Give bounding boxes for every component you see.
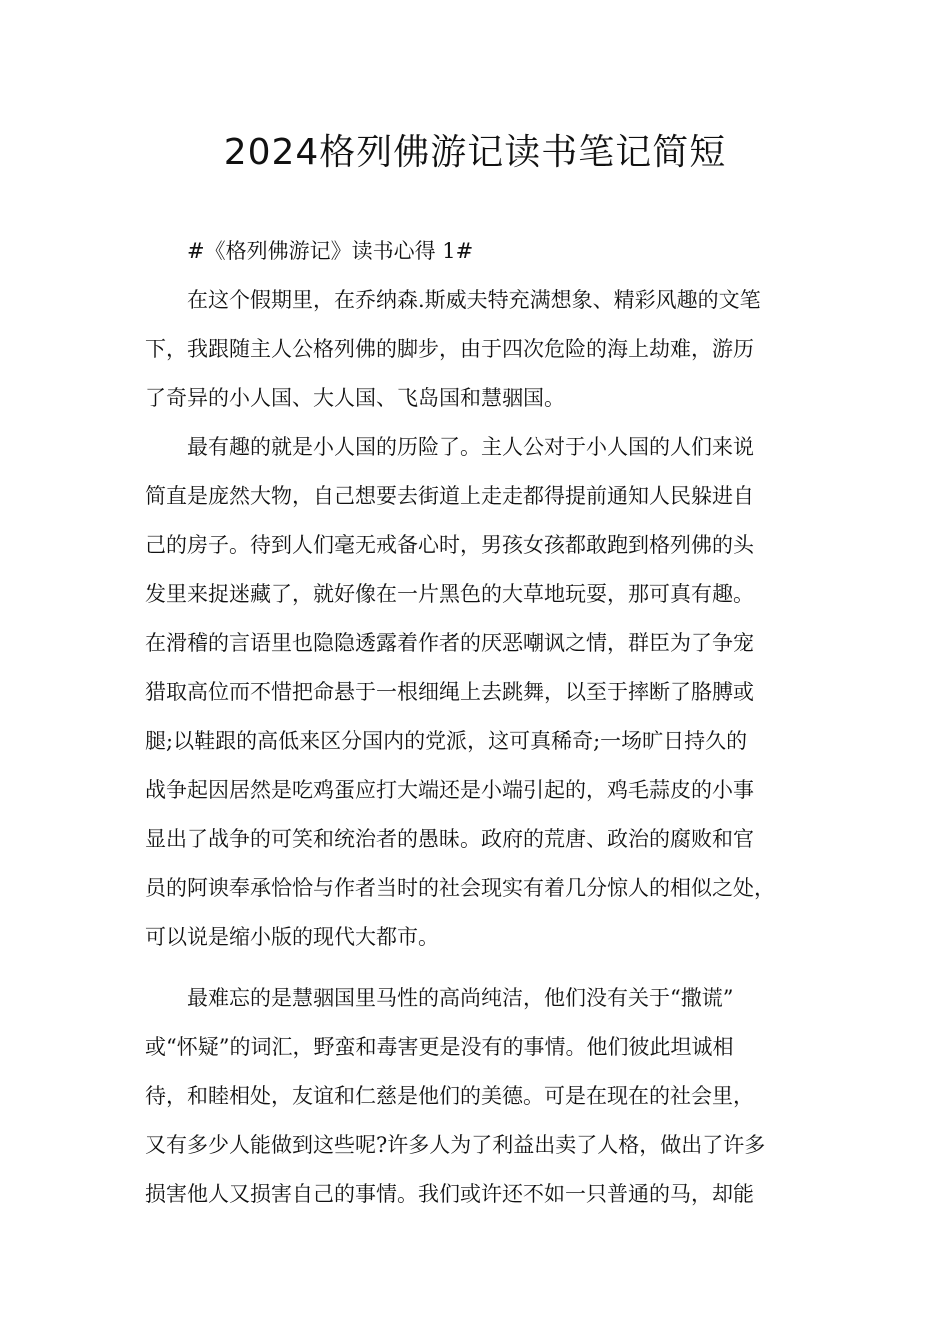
paragraph-line: 员的阿谀奉承恰恰与作者当时的社会现实有着几分惊人的相似之处，	[145, 876, 775, 900]
paragraph-line: 下，我跟随主人公格列佛的脚步，由于四次危险的海上劫难，游历	[145, 337, 754, 361]
paragraph-line: 发里来捉迷藏了，就好像在一片黑色的大草地玩耍，那可真有趣。	[145, 582, 754, 606]
paragraph-line: 腿;以鞋跟的高低来区分国内的党派，这可真稀奇;一场旷日持久的	[145, 729, 748, 753]
paragraph-line: 了奇异的小人国、大人国、飞岛国和慧骃国。	[145, 386, 565, 410]
paragraph-line: 或“怀疑”的词汇，野蛮和毒害更是没有的事情。他们彼此坦诚相	[145, 1035, 734, 1059]
paragraph-line: 猎取高位而不惜把命悬于一根细绳上去跳舞，以至于摔断了胳膊或	[145, 680, 754, 704]
paragraph-line: 在滑稽的言语里也隐隐透露着作者的厌恶嘲讽之情，群臣为了争宠	[145, 631, 754, 655]
paragraph-line: 最有趣的就是小人国的历险了。主人公对于小人国的人们来说	[187, 435, 754, 459]
paragraph-line: 战争起因居然是吃鸡蛋应打大端还是小端引起的，鸡毛蒜皮的小事	[145, 778, 754, 802]
paragraph-line: 最难忘的是慧骃国里马性的高尚纯洁，他们没有关于“撒谎”	[187, 986, 734, 1010]
document-title: 2024格列佛游记读书笔记简短	[223, 132, 727, 173]
paragraph-line: 待，和睦相处，友谊和仁慈是他们的美德。可是在现在的社会里，	[145, 1084, 754, 1108]
paragraph-line: 显出了战争的可笑和统治者的愚昧。政府的荒唐、政治的腐败和官	[145, 827, 754, 851]
paragraph-line: 损害他人又损害自己的事情。我们或许还不如一只普通的马，却能	[145, 1182, 754, 1206]
paragraph-line: 又有多少人能做到这些呢?许多人为了利益出卖了人格，做出了许多	[145, 1133, 766, 1157]
paragraph-line: 己的房子。待到人们毫无戒备心时，男孩女孩都敢跑到格列佛的头	[145, 533, 754, 557]
paragraph-line: 简直是庞然大物，自己想要去街道上走走都得提前通知人民躲进自	[145, 484, 754, 508]
section-heading: #《格列佛游记》读书心得 1#	[187, 239, 474, 263]
paragraph-line: 可以说是缩小版的现代大都市。	[145, 925, 439, 949]
document-body	[145, 233, 835, 1225]
paragraph-line: 在这个假期里，在乔纳森.斯威夫特充满想象、精彩风趣的文笔	[187, 288, 761, 312]
